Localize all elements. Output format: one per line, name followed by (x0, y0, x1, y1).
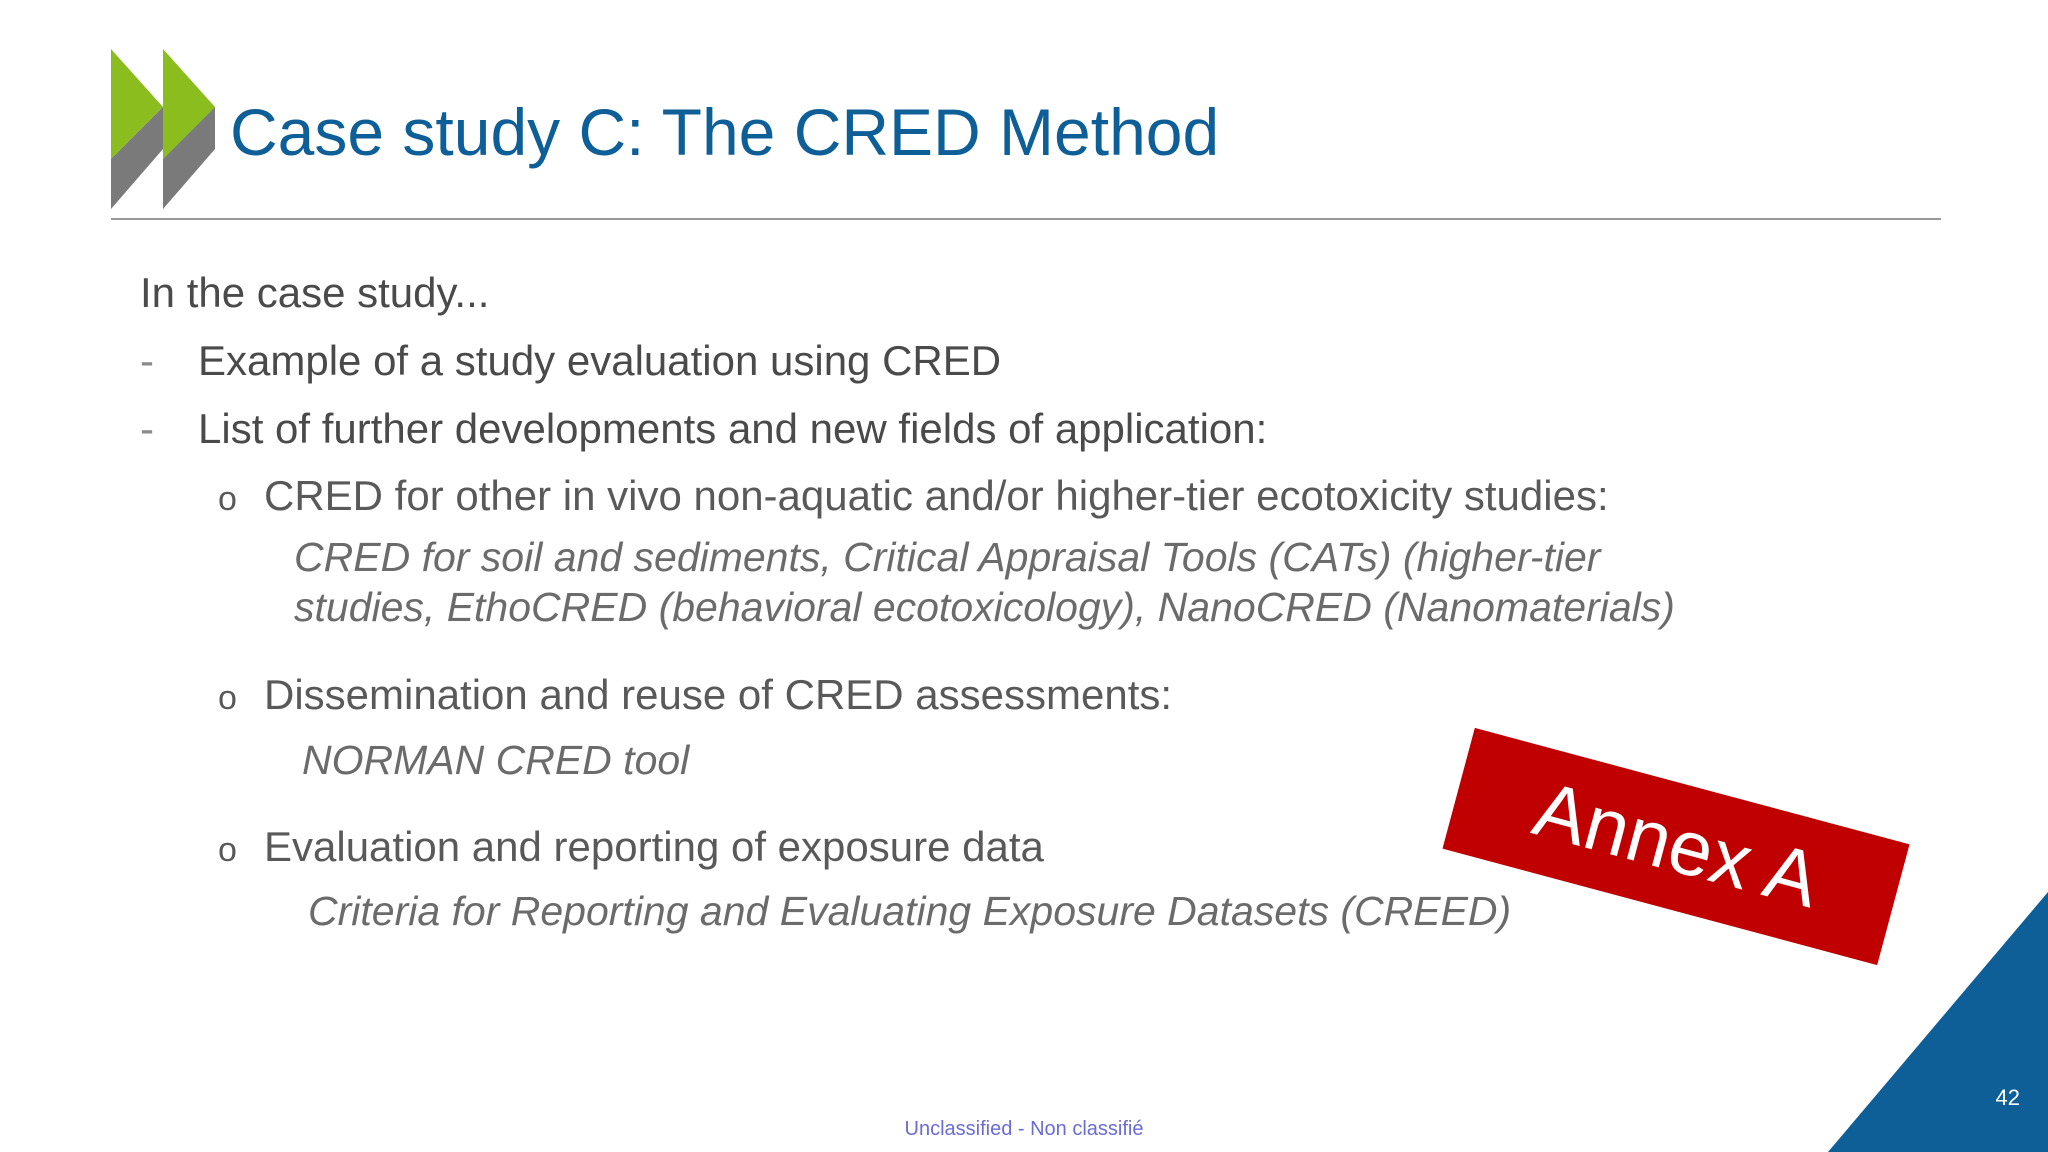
sub-item-1 (218, 471, 1609, 524)
dash-item-2 (140, 404, 1267, 454)
sub-item-heading: Evaluation and reporting of exposure data (264, 823, 1044, 870)
sub-item-heading: CRED for other in vivo non-aquatic and/or higher-tier ecotoxicity studies: (264, 472, 1609, 519)
circle-bullet-icon: o (218, 679, 237, 717)
intro-text: In the case study... (140, 269, 490, 316)
circle-bullet-icon: o (218, 831, 237, 869)
sub-item-heading: Dissemination and reuse of CRED assessments: (264, 671, 1173, 718)
slide-title: Case study C: The CRED Method (230, 95, 1220, 169)
classification-footer: Unclassified - Non classifié (904, 1118, 1144, 1140)
dash-item-1 (140, 336, 1001, 386)
title-divider (111, 218, 1941, 220)
dash-item-text: Example of a study evaluation using CRED (198, 337, 1002, 384)
annex-label: Annex A (1525, 764, 1829, 925)
dash-bullet: - (140, 337, 154, 384)
sub-item-detail: CRED for soil and sediments, Critical Appraisal Tools (CATs) (higher-tier (294, 534, 1601, 580)
dash-bullet: - (140, 405, 154, 452)
sub-item-2 (218, 670, 1172, 723)
blue-corner-triangle (1828, 892, 2048, 1152)
sub-item-detail: studies, EthoCRED (behavioral ecotoxicology), NanoCRED (Nanomaterials) (294, 584, 1675, 630)
sub-item-detail: NORMAN CRED tool (302, 737, 690, 783)
circle-bullet-icon: o (218, 480, 237, 518)
dash-item-text: List of further developments and new fields of application: (198, 405, 1268, 452)
sub-item-detail: Criteria for Reporting and Evaluating Exposure Datasets (CREED) (308, 888, 1512, 934)
sub-item-3 (218, 822, 1044, 875)
oecd-chevrons-logo-icon (111, 49, 217, 209)
page-number: 42 (1995, 1085, 2020, 1110)
